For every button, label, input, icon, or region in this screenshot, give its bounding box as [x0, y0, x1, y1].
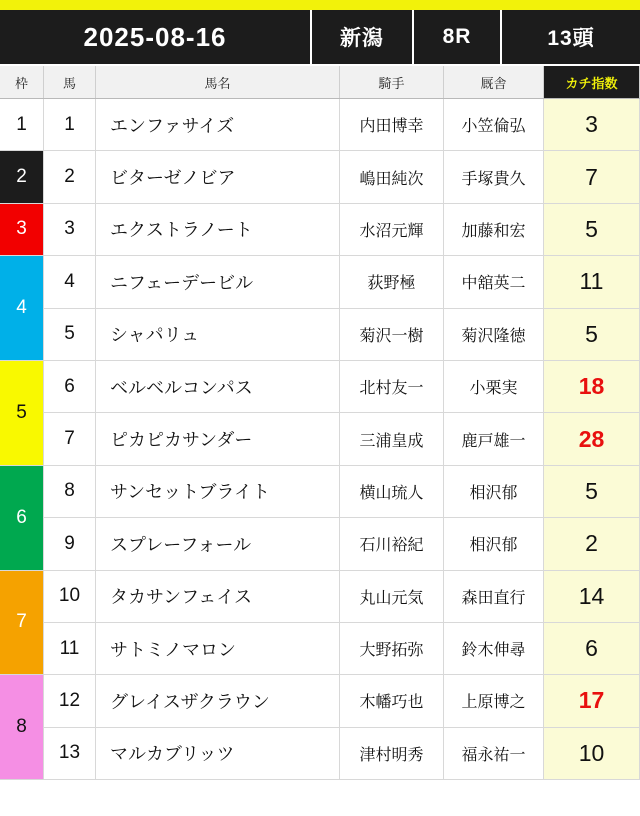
horse-name[interactable]: エンファサイズ: [96, 99, 340, 150]
table-row[interactable]: [0, 204, 640, 256]
table-row[interactable]: [0, 256, 640, 308]
bracket-cell: 8: [0, 675, 44, 780]
column-header-score: カチ指数: [544, 66, 640, 98]
jockey-name: 丸山元気: [340, 571, 444, 622]
horse-name[interactable]: ピカピカサンダー: [96, 413, 340, 464]
stable-name: 森田直行: [444, 571, 544, 622]
table-row[interactable]: [0, 413, 640, 465]
horse-name[interactable]: サトミノマロン: [96, 623, 340, 674]
kachi-score: 6: [544, 623, 640, 674]
horse-name[interactable]: タカサンフェイス: [96, 571, 340, 622]
horse-number: 1: [44, 99, 96, 150]
horse-name[interactable]: スプレーフォール: [96, 518, 340, 569]
horse-number: 9: [44, 518, 96, 569]
stable-name: 鹿戸雄一: [444, 413, 544, 464]
bracket-cell: 5: [0, 361, 44, 466]
column-header-stable: 厩舎: [444, 66, 544, 98]
horse-name[interactable]: サンセットブライト: [96, 466, 340, 517]
jockey-name: 三浦皇成: [340, 413, 444, 464]
horse-name[interactable]: グレイスザクラウン: [96, 675, 340, 726]
bracket-column: [0, 99, 44, 780]
horse-number: 8: [44, 466, 96, 517]
column-header-uma: 馬: [44, 66, 96, 98]
horse-number: 10: [44, 571, 96, 622]
table-row[interactable]: [0, 309, 640, 361]
column-header-jockey: 騎手: [340, 66, 444, 98]
stable-name: 相沢郁: [444, 466, 544, 517]
horse-number: 13: [44, 728, 96, 779]
horse-name[interactable]: マルカブリッツ: [96, 728, 340, 779]
table-row[interactable]: [0, 675, 640, 727]
race-header: [0, 10, 640, 66]
jockey-name: 嶋田純次: [340, 151, 444, 202]
stable-name: 上原博之: [444, 675, 544, 726]
stable-name: 鈴木伸尋: [444, 623, 544, 674]
stable-name: 中舘英二: [444, 256, 544, 307]
horse-number: 7: [44, 413, 96, 464]
table-row[interactable]: [0, 466, 640, 518]
column-header-name: 馬名: [96, 66, 340, 98]
stable-name: 菊沢隆徳: [444, 309, 544, 360]
stable-name: 福永祐一: [444, 728, 544, 779]
kachi-score: 28: [544, 413, 640, 464]
horse-number: 2: [44, 151, 96, 202]
horse-number: 5: [44, 309, 96, 360]
jockey-name: 横山琉人: [340, 466, 444, 517]
race-number: 8R: [442, 25, 472, 48]
kachi-score: 11: [544, 256, 640, 307]
column-header-row: [0, 66, 640, 99]
jockey-name: 石川裕紀: [340, 518, 444, 569]
bracket-cell: 4: [0, 256, 44, 361]
horse-number: 6: [44, 361, 96, 412]
kachi-score: 5: [544, 309, 640, 360]
stable-name: 小栗実: [444, 361, 544, 412]
horse-name[interactable]: シャパリュ: [96, 309, 340, 360]
bracket-cell: 3: [0, 204, 44, 256]
horse-name[interactable]: ビターゼノビア: [96, 151, 340, 202]
horse-name[interactable]: ニフェーデービル: [96, 256, 340, 307]
table-row[interactable]: [0, 623, 640, 675]
bracket-cell: 7: [0, 571, 44, 676]
horse-name[interactable]: エクストラノート: [96, 204, 340, 255]
column-header-waku: 枠: [0, 66, 44, 98]
top-accent-bar: [0, 0, 640, 10]
kachi-score: 10: [544, 728, 640, 779]
kachi-score: 7: [544, 151, 640, 202]
kachi-score: 5: [544, 204, 640, 255]
stable-name: 小笠倫弘: [444, 99, 544, 150]
horse-number: 11: [44, 623, 96, 674]
stable-name: 加藤和宏: [444, 204, 544, 255]
horse-number: 3: [44, 204, 96, 255]
kachi-score: 5: [544, 466, 640, 517]
jockey-name: 津村明秀: [340, 728, 444, 779]
entries-table: [0, 99, 640, 780]
table-row[interactable]: [0, 518, 640, 570]
stable-name: 手塚貴久: [444, 151, 544, 202]
table-row[interactable]: [0, 571, 640, 623]
horse-count: 13頭: [547, 27, 595, 50]
jockey-name: 内田博幸: [340, 99, 444, 150]
horse-name[interactable]: ベルベルコンパス: [96, 361, 340, 412]
jockey-name: 大野拓弥: [340, 623, 444, 674]
kachi-score: 14: [544, 571, 640, 622]
bracket-cell: 1: [0, 99, 44, 151]
jockey-name: 荻野極: [340, 256, 444, 307]
jockey-name: 北村友一: [340, 361, 444, 412]
race-venue: 新潟: [340, 27, 384, 50]
horse-number: 12: [44, 675, 96, 726]
kachi-score: 17: [544, 675, 640, 726]
table-row[interactable]: [0, 99, 640, 151]
kachi-score: 2: [544, 518, 640, 569]
table-row[interactable]: [0, 151, 640, 203]
entries-rows: [0, 99, 640, 780]
stable-name: 相沢郁: [444, 518, 544, 569]
horse-number: 4: [44, 256, 96, 307]
jockey-name: 水沼元輝: [340, 204, 444, 255]
race-date: 2025-08-16: [83, 21, 227, 52]
jockey-name: 木幡巧也: [340, 675, 444, 726]
table-row[interactable]: [0, 728, 640, 780]
table-row[interactable]: [0, 361, 640, 413]
kachi-score: 3: [544, 99, 640, 150]
jockey-name: 菊沢一樹: [340, 309, 444, 360]
kachi-score: 18: [544, 361, 640, 412]
bracket-cell: 6: [0, 466, 44, 571]
bracket-cell: 2: [0, 151, 44, 203]
